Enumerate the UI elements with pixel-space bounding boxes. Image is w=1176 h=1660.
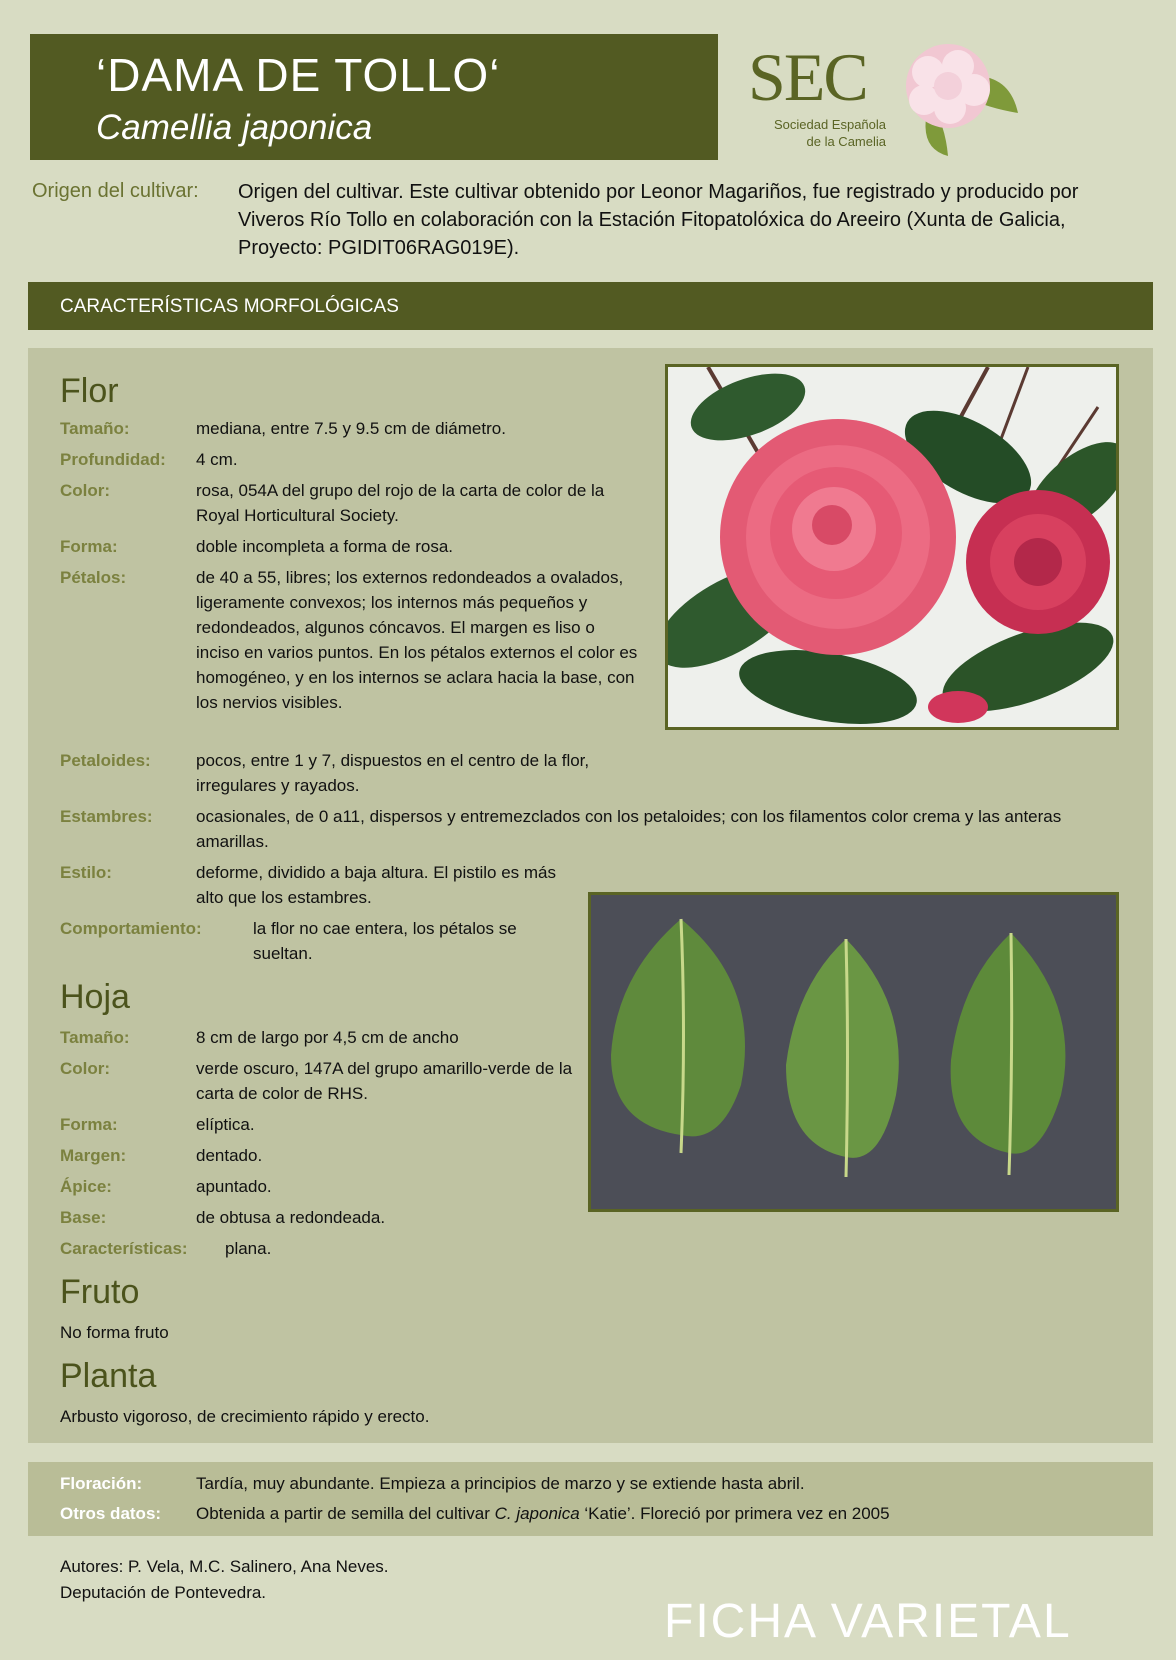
hoja-apice-label: Ápice: bbox=[60, 1177, 112, 1196]
hoja-margen-value: dentado. bbox=[196, 1146, 263, 1165]
flor-estambres-label: Estambres: bbox=[60, 807, 153, 826]
fruto-heading: Fruto bbox=[60, 1273, 140, 1311]
authors bbox=[60, 1554, 389, 1606]
species-subtitle: Camellia japonica bbox=[96, 108, 373, 147]
ficha-varietal-title: FICHA VARIETAL bbox=[664, 1595, 1072, 1648]
hoja-caracteristicas-value: plana. bbox=[225, 1239, 272, 1258]
flor-profundidad-value: 4 cm. bbox=[196, 450, 238, 469]
flor-petaloides-value: pocos, entre 1 y 7, dispuestos en el centro de la flor, irregulares y rayados. bbox=[196, 751, 590, 795]
otros-datos-post: ‘Katie’. Floreció por primera vez en 2005 bbox=[579, 1504, 890, 1523]
hoja-color-label: Color: bbox=[60, 1059, 111, 1078]
section-bar bbox=[28, 282, 1153, 330]
origin-label: Origen del cultivar: bbox=[32, 180, 199, 202]
section-title: CARACTERÍSTICAS MORFOLÓGICAS bbox=[60, 296, 399, 317]
flor-forma-label: Forma: bbox=[60, 537, 118, 556]
title-banner bbox=[30, 34, 718, 160]
flowering-info-band bbox=[28, 1462, 1153, 1536]
hoja-base-value: de obtusa a redondeada. bbox=[196, 1208, 386, 1227]
cultivar-title: ‘DAMA DE TOLLO‘ bbox=[96, 49, 501, 101]
hoja-margen-label: Margen: bbox=[60, 1146, 127, 1165]
camellia-logo-icon bbox=[888, 38, 1028, 162]
otros-datos-label: Otros datos: bbox=[60, 1504, 162, 1523]
leaves-photo bbox=[588, 892, 1119, 1212]
floracion-value: Tardía, muy abundante. Empieza a principios de marzo y se extiende hasta abril. bbox=[196, 1474, 805, 1493]
flor-petaloides-label: Petaloides: bbox=[60, 751, 151, 770]
flor-profundidad-label: Profundidad: bbox=[60, 450, 166, 469]
floracion-label: Floración: bbox=[60, 1474, 143, 1493]
hoja-forma-label: Forma: bbox=[60, 1115, 118, 1134]
flower-photo bbox=[665, 364, 1119, 730]
hoja-color-value: verde oscuro, 147A del grupo amarillo-verde de la carta de color de RHS. bbox=[196, 1059, 573, 1103]
hoja-apice-value: apuntado. bbox=[196, 1177, 272, 1196]
flor-tamano-label: Tamaño: bbox=[60, 419, 130, 438]
logo-acronym: SEC bbox=[748, 39, 867, 115]
logo-society-name bbox=[756, 116, 886, 150]
flor-comportamiento-value: la flor no cae entera, los pétalos se sueltan. bbox=[253, 919, 517, 963]
flor-estilo-value: deforme, dividido a baja altura. El pistilo es más alto que los estambres. bbox=[196, 863, 557, 907]
origin-text: Origen del cultivar. Este cultivar obtenido por Leonor Magariños, fue registrado y producido por Viveros Río Tollo en colaboración con la Estación Fitopatolóxica do Areeiro (Xunta de Galicia, Proyecto: PGIDIT06RAG019E). bbox=[238, 181, 1079, 259]
logo-society-line2: de la Camelia bbox=[806, 134, 886, 149]
otros-datos-value bbox=[196, 1504, 890, 1524]
authors-line1: Autores: P. Vela, M.C. Salinero, Ana Neves. bbox=[60, 1557, 389, 1576]
hoja-tamano-label: Tamaño: bbox=[60, 1028, 130, 1047]
flor-petalos-value: de 40 a 55, libres; los externos redondeados a ovalados, ligeramente convexos; los internos más pequeños y redondeados, algunos cóncavos. El margen es liso o inciso en varios puntos. En los pétalos externos el color es homogéneo, y en los internos se aclara hacia la base, con los nervios visibles. bbox=[196, 568, 638, 712]
otros-datos-pre: Obtenida a partir de semilla del cultivar bbox=[196, 1504, 495, 1523]
flor-tamano-value: mediana, entre 7.5 y 9.5 cm de diámetro. bbox=[196, 419, 506, 438]
flor-heading: Flor bbox=[60, 372, 119, 410]
planta-text: Arbusto vigoroso, de crecimiento rápido y erecto. bbox=[60, 1407, 430, 1426]
fruto-text: No forma fruto bbox=[60, 1323, 169, 1342]
sec-logo bbox=[748, 38, 1038, 162]
camellia-leaves-image bbox=[591, 895, 1116, 1209]
authors-line2: Deputación de Pontevedra. bbox=[60, 1583, 267, 1602]
flor-forma-value: doble incompleta a forma de rosa. bbox=[196, 537, 454, 556]
hoja-heading: Hoja bbox=[60, 978, 130, 1016]
hoja-tamano-value: 8 cm de largo por 4,5 cm de ancho bbox=[196, 1028, 459, 1047]
logo-society-line1: Sociedad Española bbox=[773, 117, 886, 132]
flor-estilo-label: Estilo: bbox=[60, 863, 112, 882]
hoja-forma-value: elíptica. bbox=[196, 1115, 255, 1134]
hoja-base-label: Base: bbox=[60, 1208, 107, 1227]
flor-petalos-label: Pétalos: bbox=[60, 568, 127, 587]
flor-comportamiento-label: Comportamiento: bbox=[60, 919, 202, 938]
hoja-caracteristicas-label: Características: bbox=[60, 1239, 188, 1258]
planta-heading: Planta bbox=[60, 1357, 157, 1395]
flor-color-value: rosa, 054A del grupo del rojo de la carta de color de la Royal Horticultural Society. bbox=[196, 481, 605, 525]
camellia-flower-image bbox=[668, 367, 1116, 727]
flor-color-label: Color: bbox=[60, 481, 111, 500]
flor-estambres-value: ocasionales, de 0 a11, dispersos y entremezclados con los petaloides; con los filamentos color crema y las anteras amarillas. bbox=[196, 807, 1062, 851]
otros-datos-species: C. japonica bbox=[494, 1504, 580, 1523]
